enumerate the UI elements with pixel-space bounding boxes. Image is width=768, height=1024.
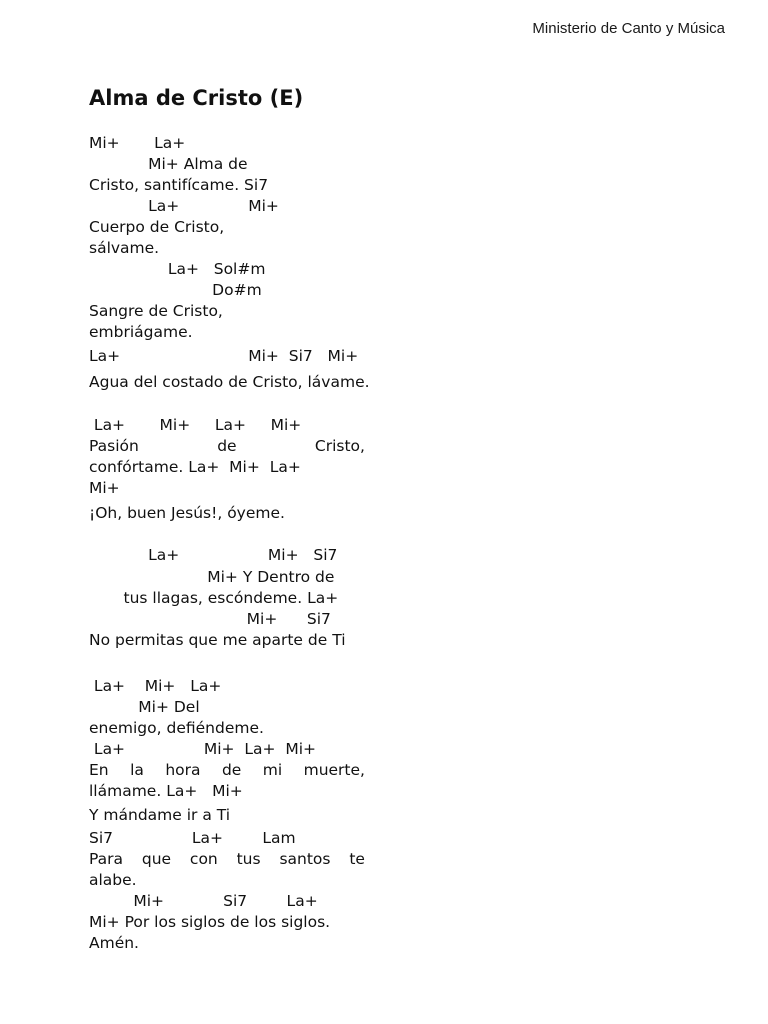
lyric-word: Pasión: [89, 437, 139, 455]
chord-line: La+ Mi+ Si7: [89, 546, 338, 564]
lyric-word: Cristo,: [314, 437, 365, 455]
page-header: Ministerio de Canto y Música: [532, 20, 725, 37]
chord-line: La+ Mi+ La+: [89, 677, 222, 695]
lyric-line: Mi+ Por los siglos de los siglos.: [89, 913, 331, 931]
chord-line: Mi+: [89, 479, 120, 497]
chord-line: La+ Mi+ Si7 Mi+: [89, 347, 359, 365]
lyric-line: Y mándame ir a Ti: [89, 806, 231, 824]
lyric-line: Cristo, santifícame. Si7: [89, 176, 269, 194]
chord-line: Mi+ La+: [89, 134, 186, 152]
lyric-line: llámame. La+ Mi+: [89, 782, 243, 800]
lyric-line: Sangre de Cristo,: [89, 302, 223, 320]
lyric-word: de: [217, 437, 237, 455]
justified-lyric-line: [89, 760, 365, 780]
justified-lyric-line: [89, 436, 365, 456]
lyric-line: Agua del costado de Cristo, lávame.: [89, 373, 370, 391]
lyric-word: Para: [89, 850, 124, 868]
lyric-word: tus: [236, 850, 261, 868]
lyric-word: En: [89, 761, 109, 779]
lyric-word: muerte,: [303, 761, 365, 779]
lyric-word: mi: [262, 761, 283, 779]
lyric-line: enemigo, defiéndeme.: [89, 719, 264, 737]
chord-line: Do#m: [89, 281, 262, 299]
lyric-line: Amén.: [89, 934, 139, 952]
lyric-word: te: [349, 850, 365, 868]
lyric-line: confórtame. La+ Mi+ La+: [89, 458, 301, 476]
lyric-line: alabe.: [89, 871, 137, 889]
lyric-line: embriágame.: [89, 323, 193, 341]
chord-line: Mi+ Alma de: [89, 155, 248, 173]
lyric-line: tus llagas, escóndeme. La+: [89, 589, 339, 607]
chord-line: Si7 La+ Lam: [89, 829, 296, 847]
chord-line: Mi+ Si7 La+: [89, 892, 318, 910]
chord-line: La+ Sol#m: [89, 260, 266, 278]
chord-line: Mi+ Si7: [89, 610, 331, 628]
chord-line: Mi+ Del: [89, 698, 200, 716]
lyric-word: santos: [279, 850, 331, 868]
lyric-word: la: [130, 761, 144, 779]
chord-line: La+ Mi+ La+ Mi+: [89, 416, 302, 434]
lyric-word: hora: [165, 761, 201, 779]
song-title: Alma de Cristo (E): [89, 86, 304, 110]
lyric-word: que: [141, 850, 172, 868]
justified-lyric-line: [89, 849, 365, 869]
lyric-line: No permitas que me aparte de Ti: [89, 631, 346, 649]
lyric-line: Cuerpo de Cristo,: [89, 218, 225, 236]
chord-line: La+ Mi+ La+ Mi+: [89, 740, 317, 758]
lyric-line: ¡Oh, buen Jesús!, óyeme.: [89, 504, 285, 522]
lyric-word: de: [221, 761, 242, 779]
chord-line: La+ Mi+: [89, 197, 279, 215]
lyric-line: sálvame.: [89, 239, 160, 257]
lyric-word: con: [189, 850, 218, 868]
chord-line: Mi+ Y Dentro de: [89, 568, 335, 586]
